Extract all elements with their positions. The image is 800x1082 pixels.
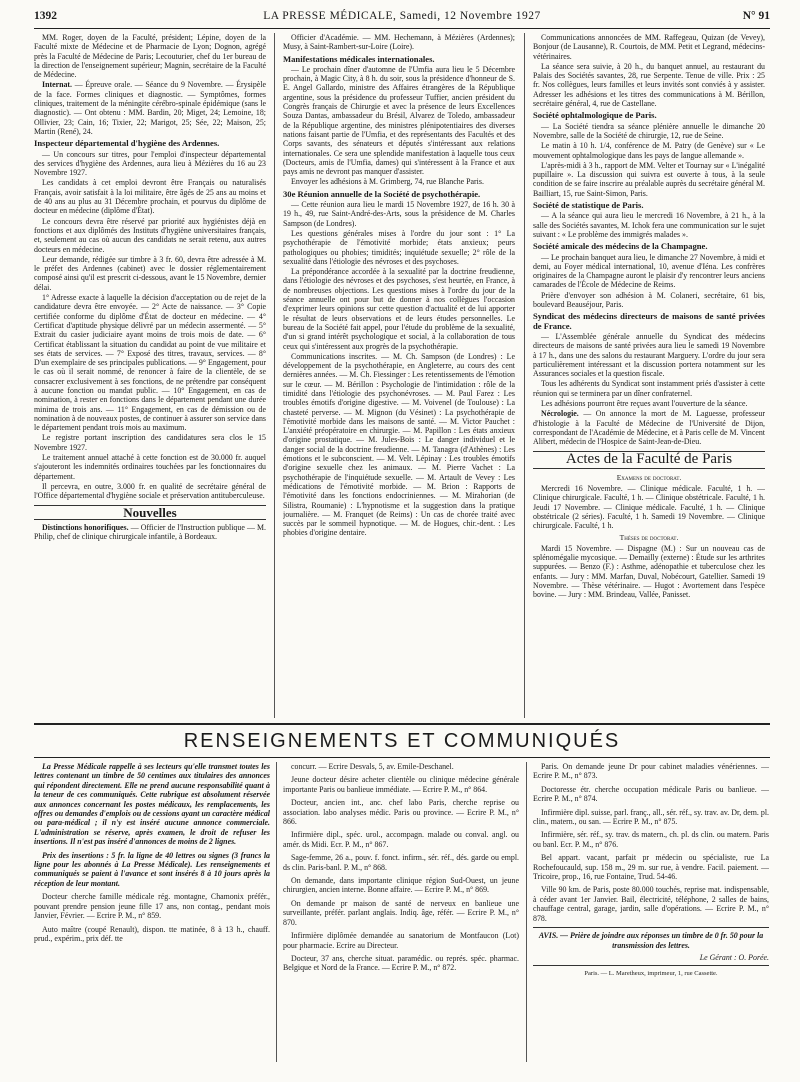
- champagne-body: — Le prochain banquet aura lieu, le dimanche 27 Novembre, à midi et demi, au Foyer médical international, 10, avenue d'Iéna. Les confrères originaires de la Champagne auront le plaisir d'y rencontrer leurs anciens camarades de l'École de Médecine de Reims.: [533, 252, 765, 290]
- classified-ad: Infirmière dipl., spéc. urol., accompagn. malade ou conval. angl. ou amér. ds Midi. Ecr. P. M., n° 867.: [283, 830, 519, 849]
- statistique-heading: Société de statistique de Paris.: [533, 200, 644, 211]
- inspecteur-paragraph-6: Le registre portant inscription des candidatures sera clos le 15 Novembre 1927.: [34, 433, 266, 452]
- inspecteur-paragraph-2: Les candidats à cet emploi devront être Français ou naturalisés Français, avoir satisfait à la loi militaire, être âgés de 25 ans au moins et de 40 ans au plus au 31 Décembre prochain, et pourvus du diplôme de docteur en médecine (diplôme d'État).: [34, 178, 266, 216]
- actes-faculte-heading: Actes de la Faculté de Paris: [533, 451, 765, 468]
- classifieds-rule-2: [526, 762, 527, 1062]
- column-3: [533, 33, 765, 718]
- issue-number: N° 91: [742, 10, 770, 22]
- internat-body: — Épreuve orale. — Séance du 9 Novembre. — Érysipèle de la face. Formes cliniques et diagnostic. — Symptômes, formes cliniques, traitement de la méningite cérébro-spinale épidémique (sans le diagnostic). — Ont obtenu : MM. Bardin, 20; Miget, 24; Lemoine, 18; Ollivier, 23; Cain, 16; Tixier, 22; Marigot, 25; Sée, 22; Maison, 25; Martin (René), 24.: [34, 80, 266, 136]
- classified-ad: Infirmière dipl. suisse, parl. franç., all., sér. réf., sy. trav. av. Dr, dem. pl. clin., matern., ou san. — Ecrire P. M., n° 875.: [533, 807, 769, 827]
- column-2: [283, 33, 515, 718]
- classified-ad: Sage-femme, 26 a., pouv. f. fonct. infirm., sér. réf., dés. garde ou empl. ds clin. Paris-banl. P. M., n° 868.: [283, 853, 519, 872]
- rubrique-notice: La Presse Médicale rappelle à ses lecteurs qu'elle transmet toutes les lettres contenant un timbre de 50 centimes aux titulaires des annonces qui répondent directement. Elle ne prend aucune responsabilité quant à la teneur de ces communiqués. Cette rubrique est absolument réservée aux annonces concernant les postes médicaux, les remplacements, les offres ou demandes d'emplois ou de cessions ayant un caractère médical ou para-médical ; il n'y est inséré aucune annonce commerciale. L'administration se réserve, après examen, le droit de refuser les insertions. Il n'est pas inséré d'annonces de moins de 2 lignes.: [34, 762, 270, 847]
- classified-ad: Docteur, 37 ans, cherche situat. paramédic. ou représ. spéc. pharmac. Belgique et Nord de la France. — Ecrire P. M., n° 872.: [283, 953, 519, 973]
- manifestations-body: — Le prochain dîner d'automne de l'Umfia aura lieu le 5 Décembre prochain, à Magic City, à 8 h. du soir, sous la présidence d'honneur de S. E. Angel Gallardo, ministre des Affaires étrangères de la République argentine, sous la présidence du professeur Tuffier, ancien président du Congrès français de Chirurgie et avec la présence de leurs Excellences Souza Dantas, ambassadeur du Brésil, Alvarez de Toledo, ambassadeur de la République argentine, des ministres plénipotentiaires des diverses nations faisant partie de l'Umfia, et des représentants des Facultés et des Corps savants, des sénateurs et députés s'intéressant aux relations internationales. Ce sera une splendide manifestation à laquelle tous ceux (Docteurs, amis de l'Umfia, dames) qui s'intéressent à la France et aux pays amis ne devront pas manquer d'assister.: [283, 64, 515, 177]
- ophtalmologique-heading: Société ophtalmologique de Paris.: [533, 110, 657, 121]
- inspecteur-paragraph-3: Le concours devra être réservé par priorité aux hygiénistes déjà en fonctions et aux diplômés des Instituts d'hygiène universitaires français, et, seulement au cas où aucun des candidats ne serait retenu, aux autres docteurs en médecine.: [34, 216, 266, 254]
- officier-academie: Officier d'Académie. — MM. Hechemann, à Mézières (Ardennes); Musy, à Saint-Rambert-sur-Loire (Loire).: [283, 33, 515, 52]
- psychotherapie-heading: 30e Réunion annuelle de la Société de psychothérapie.: [283, 188, 481, 199]
- statistique-body: — A la séance qui aura lieu le mercredi 16 Novembre, à 21 h., à la salle des Sociétés savantes, M. Ichok fera une communication sur le sujet suivant : « Le problème des immigrés malades ».: [533, 211, 765, 239]
- nouvelles-heading: Nouvelles: [34, 505, 266, 520]
- classifieds-column-1: [34, 762, 270, 1067]
- renseignements-heading: RENSEIGNEMENTS ET COMMUNIQUÉS: [34, 723, 770, 758]
- psychotherapie-body: — Cette réunion aura lieu le mardi 15 Novembre 1927, de 16 h. 30 à 19 h., 49, rue Saint-André-des-Arts, sous la présidence de M. Charles Sampson (de Londres).: [283, 200, 515, 228]
- syndicat-paragraph-2: Tous les adhérents du Syndicat sont instamment priés d'assister à cette réunion qui se terminera par un dîner confraternel.: [533, 379, 765, 398]
- inspecteur-paragraph-5: 1° Adresse exacte à laquelle la décision d'acceptation ou de rejet de la candidature devra être envoyée. — 2° Acte de naissance. — 3° Copie certifiée conforme du diplôme d'État de docteur en médecine. — 4° Certificat d'aptitude physique délivré par un médecin assermenté. — 5° Extrait du casier judiciaire ayant moins de trois mois de date. — 6° Certificat établissant la situation du candidat au point de vue militaire et ses états de services. — 7° Exposé des titres, travaux, services. — 8° D'un exemplaire de ses principales publications. — 9° Engagement, pour le cas où il serait nommé, de renoncer à faire de la clientèle, de se consacrer exclusivement à ses fonctions, de ne prétendre par conséquent à aucune fonction ou mandat public. — 10° Engagement, en cas de nomination, à rester en fonctions dans le département pendant une durée minima de trois ans. — 11° Engagement, en cas de démission ou de nomination à de nouveaux postes, de continuer à assurer son service dans le département pendant trois mois au maximum.: [34, 293, 266, 433]
- classified-ad: Ville 90 km. de Paris, poste 80.000 touchés, reprise mat. indispensable, à céder avant 1er Janvier. Bail, électricité, téléphone, 2 salles de bains, chauffage central, garage, jardin, salle d'opérations. — Ecrire P. M., n° 878.: [533, 885, 769, 923]
- insertion-prices: Prix des insertions : 5 fr. la ligne de 40 lettres ou signes (3 francs la ligne pour les abonnés à La Presse Médicale). Les renseignements et communiqués se paient à l'avance et sont insérés 8 à 10 jours après la réception de leur montant.: [34, 850, 270, 888]
- printer-imprint: Paris. — L. Maretheux, imprimeur, 1, rue Cassette.: [584, 970, 718, 978]
- communications-annoncees: Communications annoncées de MM. Raffegeau, Quizan (de Vevey), Bonjour (de Lausanne), R. Courtois, de MM. Petit et Legrand, médecins-vétérinaires.: [533, 33, 765, 61]
- distinctions-notice: [34, 523, 266, 542]
- classified-ad: Docteur cherche famille médicale rég. montagne, Chamonix préfér., pouvant prendre pension jeune fille 17 ans, non contag., pendant mois Janvier, Février. — Ecrire P. M., n° 859.: [34, 892, 270, 921]
- distinctions-heading: Distinctions honorifiques.: [42, 522, 129, 532]
- page-header: [34, 6, 770, 29]
- psychotherapie-paragraph-2: Les questions générales mises à l'ordre du jour sont : 1° La psychothérapie de l'émotivité morbide; états anxieux; peurs pathologiques ou phobies; timidités; inquiétude sexuelle; 2° rôle de la sexualité dans l'étiologie des névroses et des psychoses.: [283, 228, 515, 266]
- syndicat-heading: Syndicat des médecins directeurs de maisons de santé privées de France.: [533, 311, 765, 331]
- classified-ad: Infirmière diplômée demandée au sanatorium de Montfaucon (Lot) pour pharmacie. Ecrire au Directeur.: [283, 931, 519, 950]
- avis-notice: AVIS. — Prière de joindre aux réponses un timbre de 0 fr. 50 pour la transmission des lettres.: [533, 927, 769, 950]
- examens-subheading: Examens de doctorat.: [616, 472, 682, 482]
- classified-ad: Infirmière, sér. réf., sy. trav. ds matern., ch. pl. ds clin. ou matern. Paris ou banl. Ecr. P. M., n° 876.: [533, 830, 769, 849]
- inspecteur-paragraph-7: Le traitement annuel attaché à cette fonction est de 30.000 fr. auquel s'ajouteront les indemnités ordinaires touchées par les fonctionnaires du département.: [34, 453, 266, 481]
- classifieds-column-3: [533, 762, 769, 1067]
- necrologie-notice: [533, 409, 765, 446]
- gerant-signature: Le Gérant : O. Porée.: [533, 953, 769, 966]
- classified-ad: Auto maître (coupé Renault), dispon. tte matinée, 8 à 13 h., chauff. prud., expérim., prix déf. tte: [34, 924, 270, 943]
- examens-body: Mercredi 16 Novembre. — Clinique médicale. Faculté, 1 h. — Clinique chirurgicale. Faculté, 1 h. — Clinique obstétricale. Faculté, 1 h. Jeudi 17 Novembre. — Clinique médicale. Faculté, 1 h. — Clinique obstétricale (2 séries). Faculté, 1 h. Samedi 19 Novembre. — Clinique chirurgicale. Faculté, 1 h.: [533, 484, 765, 531]
- internat-notice: [34, 80, 266, 136]
- psychotherapie-paragraph-3: La prépondérance accordée à la sexualité par la doctrine freudienne, dans l'étiologie des névroses et des psychoses, s'est heurtée, en France, à de nombreuses objections. Les questions mises à l'ordre du jour de la séance annuelle ont pour but de donner à nos collègues l'occasion d'exprimer leurs opinions sur cette question d'actualité et de lui apporter le résultat de leurs observations et de leurs études personnelles. Le bureau de la Société fait appel, pour l'étude du problème de la sexualité, d'un si grand intérêt psychologique et social, à la collaboration de tous ceux qui s'intéressent aux progrès de la psychothérapie.: [283, 267, 515, 351]
- syndicat-body: — L'Assemblée générale annuelle du Syndicat des médecins directeurs de maisons de santé privées aura lieu le samedi 19 Novembre à 17 h., dans une des salons du restaurant Marguery. L'ordre du jour sera particulièrement intéressant et la discussion portera notamment sur les Assurances sociales et la question fiscale.: [533, 331, 765, 379]
- column-rule-1: [274, 33, 275, 718]
- classified-ad: Bel appart. vacant, parfait pr médecin ou spécialiste, rue La Rochefoucauld, sup. 158 m., 29 m. sur rue, à vendre. Facil. paiement. — Tricoire, prop., 16, rue Fontaine, Trud. 54-46.: [533, 853, 769, 882]
- necrologie-body: — On annonce la mort de M. Laguesse, professeur d'histologie à la Faculté de Médecine de l'Université de Dijon, correspondant de l'Académie de Médecine, et à Paris celle de M. Vincent Alibert, médecin de l'Hospice de Saint-Jean-de-Dieu.: [533, 409, 765, 447]
- inspecteur-paragraph-4: Leur demande, rédigée sur timbre à 3 fr. 60, devra être adressée à M. le préfet des Ardennes (cabinet) avec le dossier réglementairement composé ainsi qu'il est prescrit ci-dessous, avant le 15 Novembre, dernier délai.: [34, 254, 266, 292]
- ophtalmologique-body: — La Société tiendra sa séance plénière annuelle le dimanche 20 Novembre, salle de la Société de chirurgie, 12, rue de Seine.: [533, 121, 765, 140]
- syndicat-paragraph-3: Les adhésions pourront être reçues avant l'ouverture de la séance.: [541, 398, 748, 408]
- theses-body: Mardi 15 Novembre. — Dispagne (M.) : Sur un nouveau cas de splénomégalie mycosique. — Demailly (externe) : Étude sur les arthrites suppurées. — Benzo (F.) : Asthme, adénopathie et tuberculose chez les enfants. — Jury : MM. Marfan, Duval, Nobécourt, Gatellier. Samedi 19 Novembre. — Thèse vétérinaire. — Hugot : Avortement dans l'espèce bovine. — Jury : MM. Brindeau, Vallée, Panisset.: [533, 543, 765, 600]
- distinctions-body: — Officier de l'Instruction publique — M. Philip, chef de clinique chirurgicale infantile, à Bordeaux.: [34, 522, 266, 542]
- ophtalmologique-paragraph-3: L'après-midi à 3 h., rapport de MM. Velter et Tournay sur « L'inégalité pupillaire ». La discussion qui suivra est ouverte à tous, à la seule condition de se faire inscrire au préalable auprès du secrétaire général M. Bailliart, 15, rue Saint-Simon, Paris.: [533, 160, 765, 198]
- classified-ad: On demande pr maison de santé de nerveux en banlieue une surveillante, préfér. parlant anglais. Indiq. âge, référ. — Ecrire P. M., n° 870.: [283, 898, 519, 927]
- classified-ad: Paris. On demande jeune Dr pour cabinet maladies vénériennes. — Ecrire P. M., n° 873.: [533, 762, 769, 781]
- manifestations-heading: Manifestations médicales internationales.: [283, 53, 435, 64]
- theses-subheading: Thèses de doctorat.: [619, 532, 679, 542]
- classified-ad: concurr. — Ecrire Desvals, 5, av. Emile-Deschanel.: [291, 762, 454, 771]
- inspecteur-heading: Inspecteur départemental d'hygiène des Ardennes.: [34, 138, 220, 149]
- champagne-paragraph-2: Prière d'envoyer son adhésion à M. Colaneri, secrétaire, 61 bis, boulevard Beauséjour, Paris.: [533, 290, 765, 310]
- journal-title: LA PRESSE MÉDICALE, Samedi, 12 Novembre 1927: [263, 10, 541, 22]
- column-rule-2: [524, 33, 525, 718]
- classifieds-column-2: [283, 762, 519, 1067]
- jury-paragraph: MM. Roger, doyen de la Faculté, président; Lépine, doyen de la Faculté mixte de Médecine et de Pharmacie de Lyon; Dognon, agrégé près la Faculté de Médecine de Paris; Lecouturier, chef du 1er bureau de la direction de l'enseignement supérieur; Magnin, secrétaire de la Faculté de Médecine.: [34, 33, 266, 80]
- classified-ad: On demande, dans importante clinique région Sud-Ouest, un jeune chirurgien, ancien interne. Bonne affaire. — Ecrire P. M., n° 869.: [283, 876, 519, 895]
- classifieds-rule-1: [276, 762, 277, 1062]
- banquet-paragraph: La séance sera suivie, à 20 h., du banquet annuel, au restaurant du Palais des Sociétés savantes, 28, rue Serpente. Tenue de ville. Prix : 25 fr. Nos collègues, leurs familles et leurs invités sont conviés à y assister. Adresser les adhésions et les titres des communications à M. Bérillon, secrétaire général, 4, rue de Castellane.: [533, 61, 765, 109]
- internat-heading: Internat.: [42, 80, 73, 90]
- inspecteur-body: — Un concours sur titres, pour l'emploi d'inspecteur départemental des services d'hygiène des Ardennes, aura lieu à Mézières du 16 au 23 Novembre 1927.: [34, 149, 266, 178]
- manifestations-paragraph-2: Envoyer les adhésions à M. Grimberg, 74, rue Blanche Paris.: [291, 177, 484, 187]
- column-1: [34, 33, 266, 718]
- psychotherapie-paragraph-4: Communications inscrites. — M. Ch. Sampson (de Londres) : Le développement de la psychothérapie, en Angleterre, au cours des cent dernières années. — M. Ch. Fiessinger : Les retentissements de l'émotion sur le cœur. — M. Bérillon : Psychologie de l'intimidation : rôle de la timidité dans l'étiologie des psychonévroses. — M. Paul Farez : Les troubles émotifs d'origine digestive. — M. Voivenel (de Toulouse) : La chasteté perverse. — M. Mignon (du Vésinet) : La psychothérapie de l'émotivité morbide dans les maisons de santé. — M. Victor Pauchet : L'anxiété préopératoire en chirurgie. — M. Papillon : Les états anxieux d'origine prostatique. — M. Jules-Bois : Le danger individuel et le danger social de la doctrine freudienne. — M. Tanagra (d'Athènes) : Les émotions et le subconscient. — M. Velt. Lépinay : Les troubles émotifs d'origine sexuelle chez les animaux. — M. Pierre Vachet : La psychothérapie de l'inquiétude sexuelle. — M. Artault de Vevey : Les médications de l'émotivité morbide. — M. Brion : Rapports de l'émotivité dans les fonctions endocriniennes. — M. Mirahorian (de Silistra, Roumanie) : L'hypnotisme et la suggestion dans la pratique journalière. — M. Franquet (de Reims) : Un cas de chorée traité avec succès par le sommeil hypnotique. — M. de Hogues, chir.-dent. : Les phobies d'origine dentaire.: [283, 351, 515, 538]
- classified-ad: Doctoresse étr. cherche occupation médicale Paris ou banlieue. — Ecrire P. M., n° 874.: [533, 784, 769, 804]
- champagne-heading: Société amicale des médecins de la Champagne.: [533, 241, 708, 252]
- inspecteur-paragraph-8: Il percevra, en outre, 3.000 fr. en qualité de secrétaire général de l'Office départemental d'hygiène sociale et préservation antituberculeuse.: [34, 481, 266, 501]
- ophtalmologique-paragraph-2: Le matin à 10 h. 1/4, conférence de M. Patry (de Genève) sur « Le mouvement ophtalmologique dans les pays de langue allemande ».: [533, 141, 765, 160]
- page-number: 1392: [34, 10, 57, 22]
- classified-ad: Jeune docteur désire acheter clientèle ou clinique médecine générale importante Paris ou banlieue immédiate. — Ecrire P. M., n° 864.: [283, 775, 519, 794]
- necrologie-heading: Nécrologie.: [541, 409, 579, 419]
- classified-ad: Docteur, ancien int., anc. chef labo Paris, cherche reprise ou association. labo analyses médic. Paris ou province. — Ecrire P. M., n° 866.: [283, 798, 519, 827]
